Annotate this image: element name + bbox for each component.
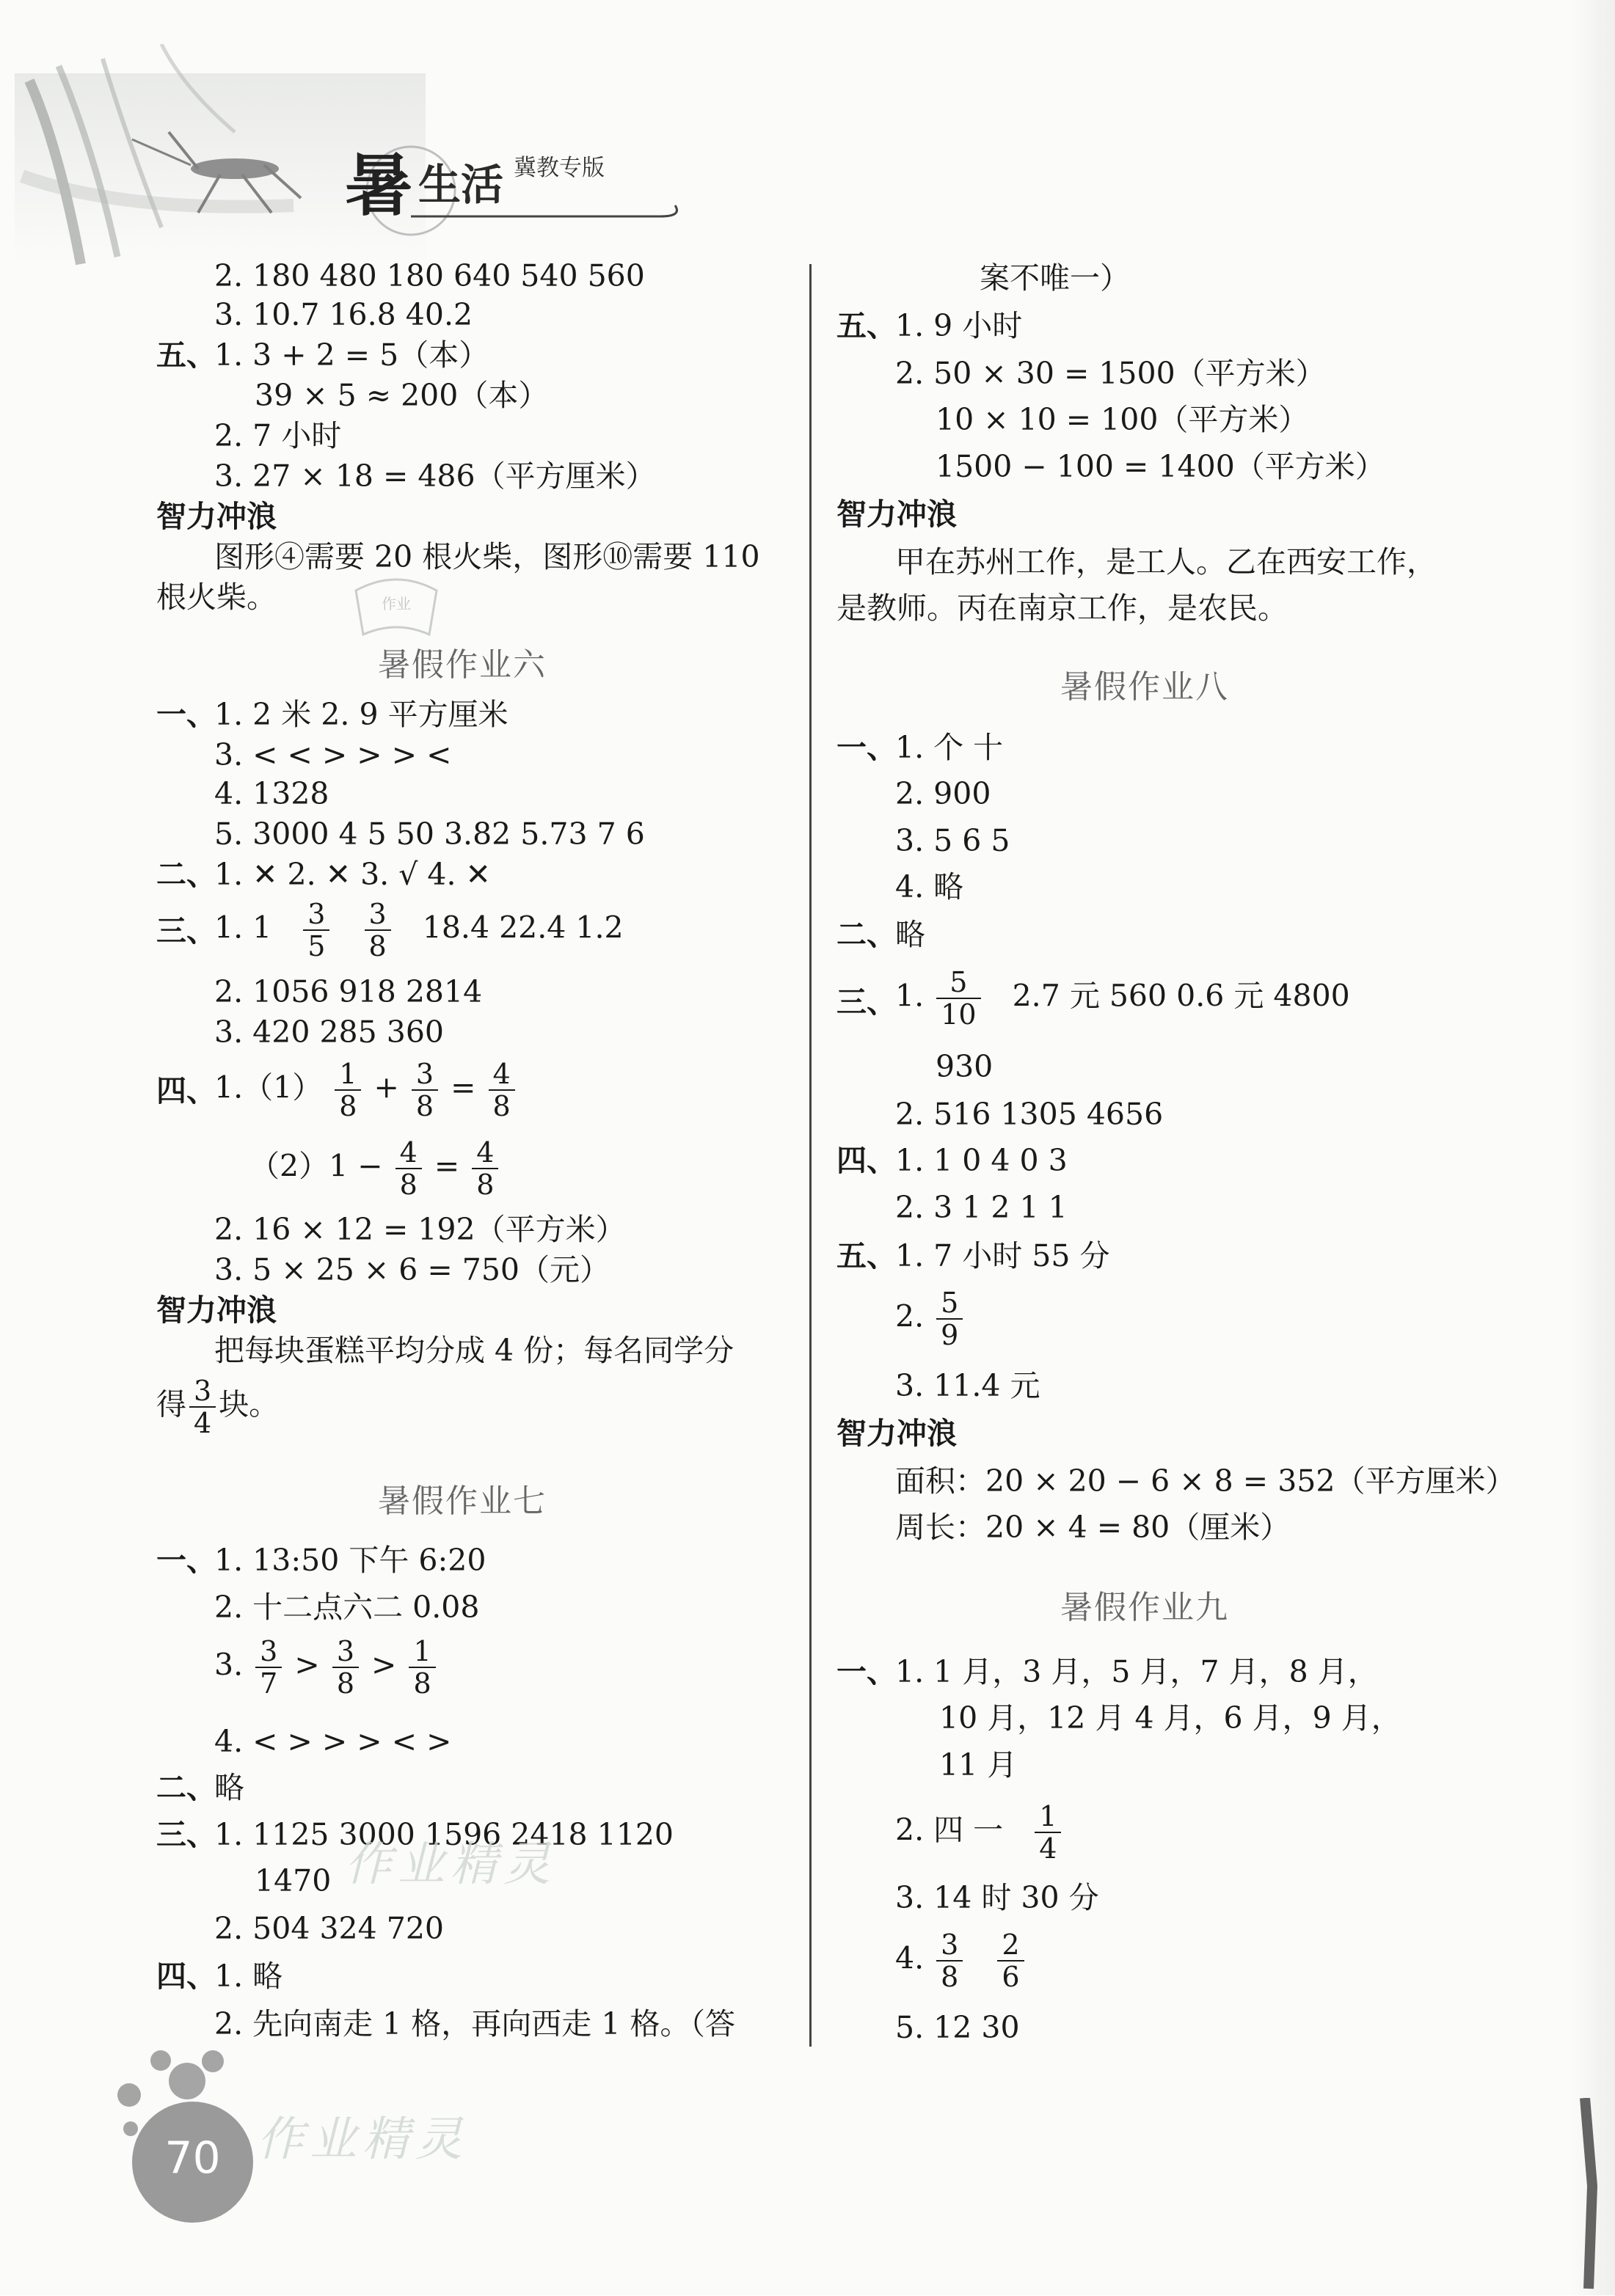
fraction: $\frac{3}{4}$ — [189, 1375, 216, 1438]
section-number: 三、 — [156, 1817, 216, 1852]
section-number: 三、 — [156, 913, 216, 948]
section-number: 二、 — [156, 857, 216, 892]
fraction: $\frac{1}{8}$ — [409, 1636, 435, 1699]
section-number: 一、 — [836, 730, 897, 765]
answer-line: 2. 16 × 12 = 192（平方米） — [214, 1212, 626, 1247]
page-edge-mark — [1570, 2098, 1600, 2296]
answer-line: 把每块蛋糕平均分成 4 份；每名同学分 — [214, 1333, 734, 1368]
answer-line: 1. 2 米 2. 9 平方厘米 — [214, 697, 508, 732]
answer-line: 面积：20 × 20 − 6 × 8 = 352（平方厘米） — [895, 1463, 1516, 1499]
answer-text: 2. — [895, 1298, 925, 1334]
edition-label: 冀教专版 — [514, 155, 605, 181]
answer-text: 1. 1 — [214, 910, 272, 946]
section-heading: 智力冲浪 — [156, 499, 277, 534]
section-number: 五、 — [156, 337, 216, 373]
answer-line: 3. 11.4 元 — [895, 1368, 1040, 1403]
section-number: 四、 — [156, 1073, 216, 1108]
answer-line: 1. 1 0 4 0 3 — [895, 1143, 1068, 1178]
fraction: $\frac{4}{8}$ — [395, 1137, 422, 1200]
assignment-title: 暑假作业九 — [1060, 1589, 1229, 1626]
watermark-text: 作业精灵 — [257, 2113, 468, 2167]
answer-line: 周长：20 × 4 = 80（厘米） — [895, 1510, 1291, 1545]
answer-line: 4. 1328 — [214, 776, 329, 811]
answer-line: 1. 3 + 2 = 5（本） — [214, 337, 489, 373]
watermark-text: 作业精灵 — [345, 1838, 556, 1892]
answer-line: 11 月 — [939, 1747, 1018, 1783]
answer-line: 是教师。丙在南京工作，是农民。 — [836, 591, 1288, 626]
answer-text: （2）1 − — [249, 1148, 383, 1184]
answer-line: 2. 7 小时 — [214, 418, 342, 453]
answer-line — [214, 1059, 518, 1122]
answer-line — [895, 967, 1350, 1030]
fraction: $\frac{3}{8}$ — [412, 1059, 438, 1122]
answer-line: 5. 12 30 — [895, 2010, 1020, 2045]
answer-line: 3. 10.7 16.8 40.2 — [214, 297, 473, 332]
answer-line: 4. < > > > < > — [214, 1724, 452, 1759]
decor-dot — [202, 2050, 224, 2072]
answer-line: 2. 180 480 180 640 540 560 — [214, 258, 645, 293]
answer-text: 1. — [895, 978, 925, 1014]
column-divider — [809, 264, 812, 2047]
section-number: 五、 — [836, 308, 897, 343]
section-heading: 智力冲浪 — [836, 1416, 957, 1451]
answer-line — [895, 1929, 1027, 1992]
answer-line: 930 — [936, 1049, 994, 1084]
page-number-badge — [132, 2102, 253, 2223]
answer-line: 2. 十二点六二 0.08 — [214, 1590, 480, 1625]
operator: + — [373, 1070, 399, 1105]
section-heading: 智力冲浪 — [156, 1293, 277, 1328]
answer-line: 2. 900 — [895, 776, 991, 811]
answer-line: 1. 个 十 — [895, 730, 1004, 765]
answer-line: 2. 504 324 720 — [214, 1911, 444, 1946]
decor-dot — [150, 2050, 171, 2071]
section-number: 二、 — [156, 1770, 216, 1805]
answer-line: 10 月，12 月 4 月，6 月，9 月， — [939, 1700, 1401, 1736]
fraction: $\frac{4}{8}$ — [472, 1137, 498, 1200]
answer-line: 2. 50 × 30 = 1500（平方米） — [895, 356, 1326, 391]
svg-text:作业: 作业 — [382, 595, 411, 613]
fraction: $\frac{3}{8}$ — [332, 1636, 359, 1699]
answer-line: 4. 略 — [895, 869, 964, 904]
section-number: 二、 — [836, 917, 897, 952]
section-number: 三、 — [836, 984, 897, 1020]
fraction: $\frac{4}{8}$ — [489, 1059, 515, 1122]
assignment-title: 暑假作业六 — [378, 646, 547, 684]
answer-line: 1. 1125 3000 1596 2418 1120 — [214, 1817, 674, 1852]
fraction: $\frac{1}{4}$ — [1035, 1801, 1061, 1864]
answer-line: 1. 略 — [214, 1959, 283, 1994]
answer-line: 2. 3 1 2 1 1 — [895, 1190, 1068, 1225]
answer-line: 1470 — [255, 1863, 332, 1898]
fraction: $\frac{3}{8}$ — [365, 899, 391, 962]
answer-line — [895, 1801, 1064, 1864]
answer-line: 1. ✕ 2. ✕ 3. √ 4. ✕ — [214, 857, 491, 892]
fraction: $\frac{5}{9}$ — [936, 1287, 963, 1350]
section-number: 四、 — [156, 1959, 216, 1994]
answer-line: 3. 14 时 30 分 — [895, 1880, 1099, 1915]
section-number: 五、 — [836, 1238, 897, 1273]
operator: = — [451, 1070, 476, 1105]
answer-line: 案不唯一） — [980, 260, 1130, 296]
answer-line: 3. 27 × 18 = 486（平方厘米） — [214, 458, 656, 494]
answer-line: 3. 5 × 25 × 6 = 750（元） — [214, 1252, 610, 1287]
answer-line: 5. 3000 4 5 50 3.82 5.73 7 6 — [214, 816, 645, 852]
answer-line: 1. 1 月，3 月，5 月，7 月，8 月， — [895, 1654, 1378, 1689]
decor-dot — [117, 2083, 141, 2107]
fraction: $\frac{3}{8}$ — [936, 1929, 963, 1992]
section-heading: 智力冲浪 — [836, 497, 957, 532]
answer-line: 甲在苏州工作，是工人。乙在西安工作， — [895, 544, 1437, 580]
answer-line — [156, 1375, 279, 1438]
decor-dot — [169, 2063, 205, 2099]
answer-line: 2. 516 1305 4656 — [895, 1097, 1164, 1132]
fraction: $\frac{2}{6}$ — [997, 1929, 1024, 1992]
answer-line: 2. 先向南走 1 格，再向西走 1 格。（答 — [214, 2006, 735, 2041]
brand-char: 暑 — [345, 146, 413, 225]
answer-line: 2. 1056 918 2814 — [214, 974, 483, 1009]
brand-word: 生活 — [418, 160, 504, 210]
watermark-stamp-icon — [341, 568, 451, 642]
answer-line: 1. 9 小时 — [895, 308, 1023, 343]
answer-line: 39 × 5 ≈ 200（本） — [255, 378, 549, 413]
answer-text: 得 — [156, 1386, 186, 1422]
assignment-title: 暑假作业七 — [378, 1482, 547, 1520]
answer-line: 略 — [214, 1770, 244, 1805]
section-number: 一、 — [156, 1543, 216, 1578]
answer-line: 3. 420 285 360 — [214, 1014, 444, 1050]
answer-line — [895, 1287, 966, 1350]
fraction: $\frac{1}{8}$ — [335, 1059, 361, 1122]
fraction: $\frac{3}{7}$ — [255, 1636, 282, 1699]
answer-text: 3. — [214, 1647, 244, 1683]
answer-line — [249, 1137, 501, 1200]
operator: > — [294, 1647, 320, 1683]
answer-line: 3. < < > > > < — [214, 737, 452, 772]
section-number: 四、 — [836, 1143, 897, 1178]
answer-text: 2. 四 一 — [895, 1812, 1004, 1848]
answer-line: 3. 5 6 5 — [895, 823, 1010, 858]
fraction: $\frac{5}{10}$ — [936, 967, 980, 1030]
operator: = — [434, 1148, 460, 1184]
answer-line — [214, 1636, 439, 1699]
answer-text: 块。 — [219, 1386, 280, 1422]
edition-underline — [411, 202, 690, 231]
answer-line: 1500 − 100 = 1400（平方米） — [936, 449, 1385, 484]
operator: > — [371, 1647, 397, 1683]
answer-text: 1.（1） — [214, 1070, 323, 1105]
answer-text: 18.4 22.4 1.2 — [422, 910, 624, 946]
page-number: 70 — [164, 2132, 221, 2184]
section-number: 一、 — [836, 1654, 897, 1689]
assignment-title: 暑假作业八 — [1060, 668, 1229, 706]
answer-line — [214, 899, 624, 962]
fraction: $\frac{3}{5}$ — [303, 899, 329, 962]
answer-line: 1. 7 小时 55 分 — [895, 1238, 1110, 1273]
answer-line: 10 × 10 = 100（平方米） — [936, 402, 1309, 437]
page-edge-shadow — [1571, 0, 1615, 2295]
answer-line: 图形④需要 20 根火柴，图形⑩需要 110 — [214, 539, 760, 574]
section-number: 一、 — [156, 697, 216, 732]
answer-line: 略 — [895, 917, 925, 952]
answer-line: 根火柴。 — [156, 580, 277, 615]
answer-line: 1. 13:50 下午 6:20 — [214, 1543, 486, 1578]
answer-text: 2.7 元 560 0.6 元 4800 — [1012, 978, 1350, 1014]
answer-text: 4. — [895, 1940, 925, 1976]
